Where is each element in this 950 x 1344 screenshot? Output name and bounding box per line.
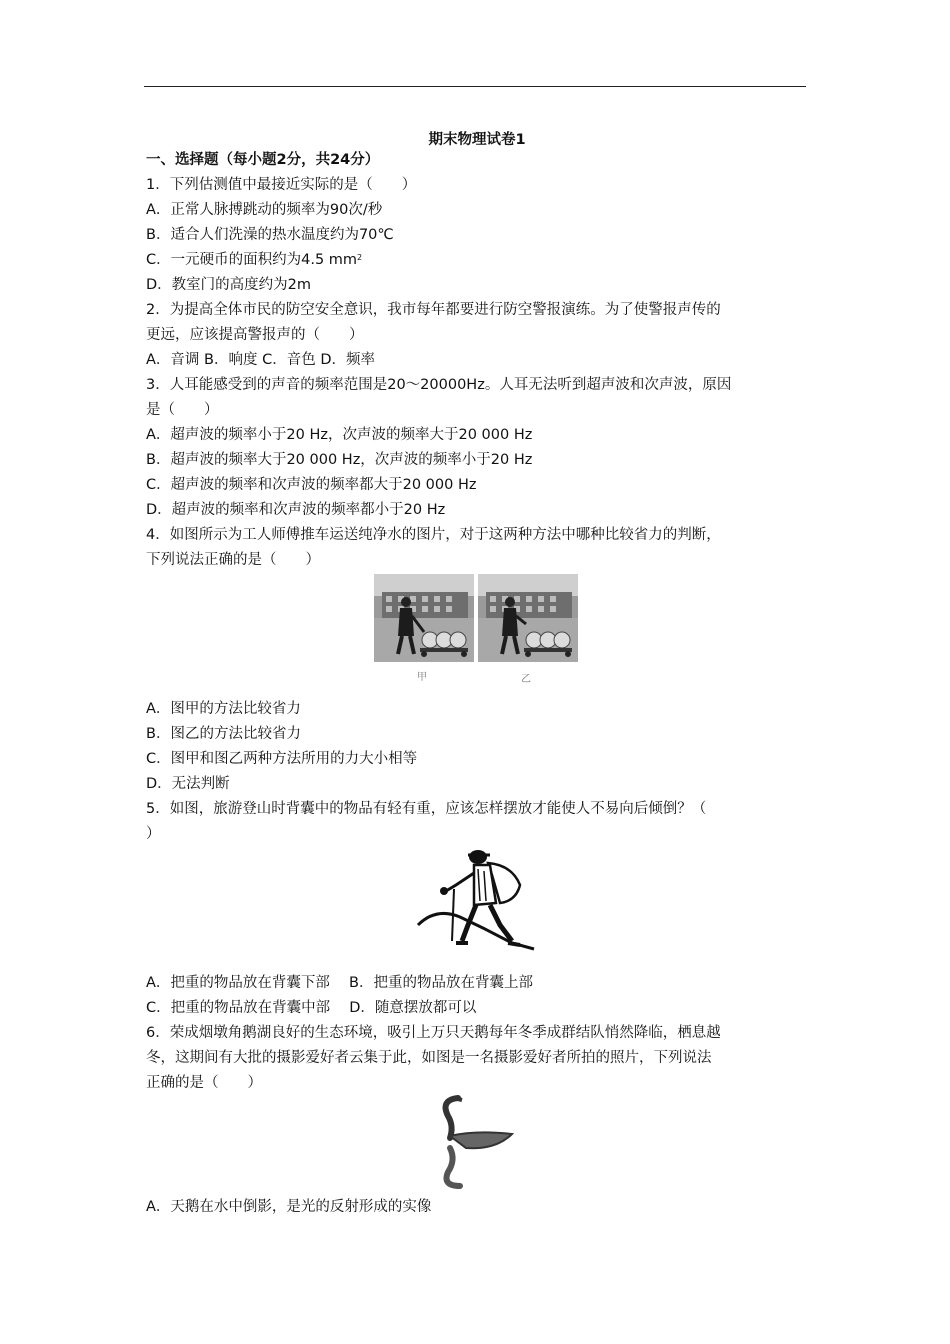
page-title: 期末物理试卷1 (428, 132, 526, 148)
q3-option-b: B．超声波的频率大于20 000 Hz，次声波的频率小于20 Hz (146, 452, 533, 468)
section-heading: 一、选择题（每小题2分，共24分） (146, 152, 380, 168)
q5-options-cd: C．把重的物品放在背囊中部 D．随意摆放都可以 (146, 1000, 477, 1016)
q6-stem-line1: 6．荣成烟墩角鹅湖良好的生态环境，吸引上万只天鹅每年冬季成群结队悄然降临，栖息越 (146, 1025, 721, 1041)
q4-option-a: A．图甲的方法比较省力 (146, 701, 301, 717)
q2-stem-line2: 更远，应该提高警报声的（ ） (146, 327, 364, 343)
q4-photo-left (374, 574, 474, 662)
q6-swan-figure (436, 1094, 516, 1190)
q3-option-a: A．超声波的频率小于20 Hz，次声波的频率大于20 000 Hz (146, 427, 533, 443)
q4-option-d: D．无法判断 (146, 776, 230, 792)
q3-stem-line2: 是（ ） (146, 402, 219, 418)
q4-caption-left: 甲 (417, 672, 427, 683)
q5-stem-line2: ） (146, 826, 161, 842)
q4-stem-line2: 下列说法正确的是（ ） (146, 552, 320, 568)
q2-stem-line1: 2．为提高全体市民的防空安全意识，我市每年都要进行防空警报演练。为了使警报声传的 (146, 302, 721, 318)
q1-stem: 1．下列估测值中最接近实际的是（ ） (146, 177, 417, 193)
q4-option-c: C．图甲和图乙两种方法所用的力大小相等 (146, 751, 418, 767)
q6-stem-line2: 冬，这期间有大批的摄影爱好者云集于此，如图是一名摄影爱好者所拍的照片，下列说法 (146, 1050, 712, 1066)
q5-options-ab: A．把重的物品放在背囊下部 B．把重的物品放在背囊上部 (146, 975, 533, 991)
q4-caption-right: 乙 (521, 674, 531, 685)
q4-photo-right (478, 574, 578, 662)
q3-option-d: D．超声波的频率和次声波的频率都小于20 Hz (146, 502, 446, 518)
q5-hiker-figure (416, 845, 538, 955)
header-rule (144, 86, 806, 87)
q1-option-c (146, 248, 362, 273)
q1-option-b: B．适合人们洗澡的热水温度约为70℃ (146, 227, 394, 243)
q3-stem-line1: 3．人耳能感受到的声音的频率范围是20～20000Hz。人耳无法听到超声波和次声波，原因 (146, 377, 732, 393)
q4-option-b: B．图乙的方法比较省力 (146, 726, 301, 742)
q5-stem-line1: 5．如图，旅游登山时背囊中的物品有轻有重，应该怎样摆放才能使人不易向后倾倒？（ (146, 801, 707, 817)
q1-option-c-sup: 2 (357, 253, 363, 262)
q2-options: A．音调 B．响度 C．音色 D．频率 (146, 352, 375, 368)
q1-option-a: A．正常人脉搏跳动的频率为90次/秒 (146, 202, 383, 218)
q6-option-a: A．天鹅在水中倒影，是光的反射形成的实像 (146, 1199, 432, 1215)
q6-stem-line3: 正确的是（ ） (146, 1075, 262, 1091)
q1-option-c-text: C．一元硬币的面积约为4.5 mm (146, 252, 358, 268)
q3-option-c: C．超声波的频率和次声波的频率都大于20 000 Hz (146, 477, 477, 493)
q4-stem-line1: 4．如图所示为工人师傅推车运送纯净水的图片，对于这两种方法中哪种比较省力的判断， (146, 527, 721, 543)
q1-option-d: D．教室门的高度约为2m (146, 277, 312, 293)
